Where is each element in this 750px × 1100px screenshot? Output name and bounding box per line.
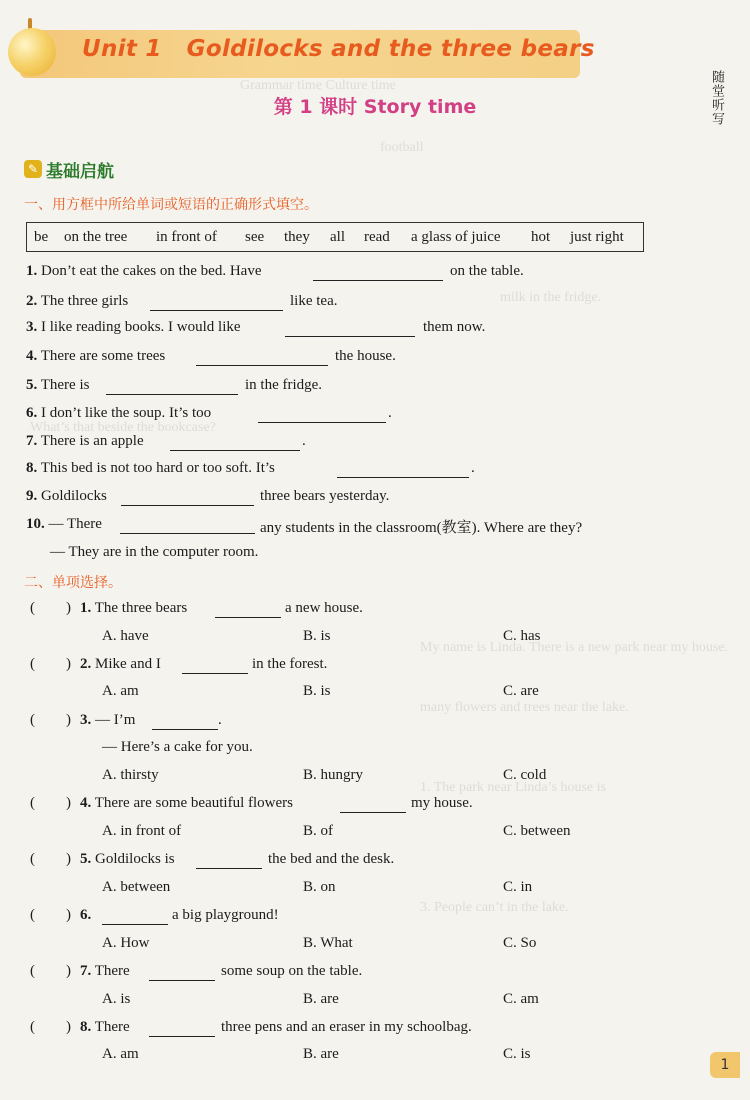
fill-item-4-after: the house. [335, 348, 396, 364]
word-bank-item: all [330, 229, 345, 245]
option-a[interactable]: A. am [102, 1046, 139, 1062]
word-bank-item: in front of [156, 229, 217, 245]
bleed-through-text: 3. People can’t in the lake. [420, 900, 569, 915]
bleed-through-text: Grammar time Culture time [240, 78, 396, 93]
mc-question-4-after: my house. [411, 795, 473, 811]
unit-title: Unit 1 Goldilocks and the three bears [82, 36, 595, 62]
fill-item-5-after: in the fridge. [245, 377, 323, 393]
option-a[interactable]: A. am [102, 683, 139, 699]
fill-item-5: 5. There is [26, 377, 90, 393]
option-c[interactable]: C. cold [503, 767, 547, 783]
question-blank [182, 659, 248, 674]
answer-paren-close: ) [66, 712, 71, 728]
mc-question-5-after: the bed and the desk. [268, 851, 395, 867]
mc-question-1: 1. The three bears [80, 600, 188, 616]
mc-question-1-after: a new house. [285, 600, 363, 616]
answer-blank[interactable] [120, 519, 255, 534]
mc-question-5: 5. Goldilocks is [80, 851, 175, 867]
answer-blank[interactable] [170, 436, 300, 451]
fill-item-10-after: any students in the classroom(教室). Where are they? [260, 520, 583, 536]
question-blank [215, 603, 281, 618]
bleed-through-text: football [380, 140, 424, 155]
answer-blank[interactable] [150, 296, 283, 311]
option-b[interactable]: B. are [303, 1046, 339, 1062]
fill-item-6: 6. I don’t like the soup. It’s too [26, 405, 212, 421]
option-b[interactable]: B. is [303, 628, 331, 644]
option-c[interactable]: C. between [503, 823, 571, 839]
answer-blank[interactable] [337, 463, 469, 478]
answer-blank[interactable] [258, 408, 386, 423]
answer-paren-close: ) [66, 907, 71, 923]
answer-paren-close: ) [66, 963, 71, 979]
answer-paren-open: ( [30, 795, 35, 811]
question-blank [340, 798, 406, 813]
option-a[interactable]: A. thirsty [102, 767, 159, 783]
mc-question-3-reply: — Here’s a cake for you. [102, 739, 253, 755]
answer-paren-close: ) [66, 600, 71, 616]
answer-paren-open: ( [30, 600, 35, 616]
answer-paren-open: ( [30, 1019, 35, 1035]
fill-item-7: 7. There is an apple [26, 433, 144, 449]
mc-question-7-after: some soup on the table. [221, 963, 363, 979]
question-blank [149, 1022, 215, 1037]
option-a[interactable]: A. is [102, 991, 131, 1007]
fill-item-7-after: . [302, 433, 306, 449]
fill-item-1-after: on the table. [450, 263, 524, 279]
side-label: 随堂听写 [709, 70, 724, 126]
fill-item-1: 1. Don’t eat the cakes on the bed. Have [26, 263, 262, 279]
mc-question-8-after: three pens and an eraser in my schoolbag. [221, 1019, 472, 1035]
answer-paren-open: ( [30, 712, 35, 728]
option-b[interactable]: B. on [303, 879, 336, 895]
option-c[interactable]: C. are [503, 683, 539, 699]
answer-paren-close: ) [66, 851, 71, 867]
fill-item-8: 8. This bed is not too hard or too soft. It’s [26, 460, 275, 476]
word-bank-item: read [364, 229, 390, 245]
question-blank [149, 966, 215, 981]
mc-question-4: 4. There are some beautiful flowers [80, 795, 293, 811]
answer-paren-open: ( [30, 656, 35, 672]
word-bank-item: on the tree [64, 229, 128, 245]
option-b[interactable]: B. What [303, 935, 353, 951]
option-c[interactable]: C. is [503, 1046, 531, 1062]
part1-heading: 一、用方框中所给单词或短语的正确形式填空。 [24, 197, 318, 213]
word-bank-item: see [245, 229, 265, 245]
question-blank [196, 854, 262, 869]
page-number: 1 [710, 1052, 740, 1078]
word-bank-item: they [284, 229, 310, 245]
fill-item-8-after: . [471, 460, 475, 476]
word-bank-item: a glass of juice [411, 229, 501, 245]
fill-item-6-after: . [388, 405, 392, 421]
part2-heading: 二、单项选择。 [24, 575, 122, 591]
fill-item-2: 2. The three girls [26, 293, 129, 309]
option-b[interactable]: B. are [303, 991, 339, 1007]
option-c[interactable]: C. in [503, 879, 533, 895]
orange-ball-icon [8, 28, 56, 76]
bleed-through-text: milk in the fridge. [500, 290, 602, 305]
word-bank-item: be [34, 229, 49, 245]
answer-blank[interactable] [106, 380, 238, 395]
option-a[interactable]: A. How [102, 935, 150, 951]
mc-question-2-after: in the forest. [252, 656, 328, 672]
option-b[interactable]: B. of [303, 823, 333, 839]
question-blank [152, 715, 218, 730]
mc-question-8: 8. There [80, 1019, 130, 1035]
answer-paren-close: ) [66, 656, 71, 672]
option-b[interactable]: B. is [303, 683, 331, 699]
mc-question-6: 6. [80, 907, 92, 923]
answer-paren-open: ( [30, 907, 35, 923]
fill-item-9: 9. Goldilocks [26, 488, 107, 504]
fill-item-3-after: them now. [423, 319, 486, 335]
lesson-title: 第 1 课时 Story time [273, 96, 477, 118]
answer-blank[interactable] [196, 351, 328, 366]
answer-blank[interactable] [121, 491, 254, 506]
fill-item-4: 4. There are some trees [26, 348, 166, 364]
fill-item-3: 3. I like reading books. I would like [26, 319, 241, 335]
mc-question-6-after: a big playground! [172, 907, 279, 923]
bleed-through-text: My name is Linda. There is a new park near my house. [420, 640, 729, 655]
fill-item-9-after: three bears yesterday. [260, 488, 390, 504]
answer-paren-close: ) [66, 1019, 71, 1035]
answer-blank[interactable] [285, 322, 415, 337]
option-c[interactable]: C. am [503, 991, 539, 1007]
answer-blank[interactable] [313, 266, 443, 281]
answer-paren-close: ) [66, 795, 71, 811]
bleed-through-text: 1. The park near Linda’s house is [420, 780, 606, 795]
mc-question-3: 3. — I’m [80, 712, 136, 728]
option-b[interactable]: B. hungry [303, 767, 363, 783]
bleed-through-text: What’s that beside the bookcase? [30, 420, 216, 435]
option-a[interactable]: A. in front of [102, 823, 182, 839]
fill-item-10: 10. — There [26, 516, 102, 532]
mc-question-7: 7. There [80, 963, 130, 979]
mc-question-3-after: . [218, 712, 222, 728]
mc-question-2: 2. Mike and I [80, 656, 161, 672]
option-a[interactable]: A. between [102, 879, 171, 895]
answer-paren-open: ( [30, 963, 35, 979]
option-c[interactable]: C. has [503, 628, 541, 644]
question-blank [102, 910, 168, 925]
bleed-through-text: many flowers and trees near the lake. [420, 700, 629, 715]
option-a[interactable]: A. have [102, 628, 149, 644]
fill-item-2-after: like tea. [290, 293, 338, 309]
option-c[interactable]: C. So [503, 935, 537, 951]
answer-paren-open: ( [30, 851, 35, 867]
word-bank-item: hot [531, 229, 551, 245]
word-bank-item: just right [570, 229, 624, 245]
section-icon: ✎ [24, 160, 42, 178]
fill-item-10-reply: — They are in the computer room. [50, 544, 259, 560]
section-title: 基础启航 [46, 162, 114, 182]
